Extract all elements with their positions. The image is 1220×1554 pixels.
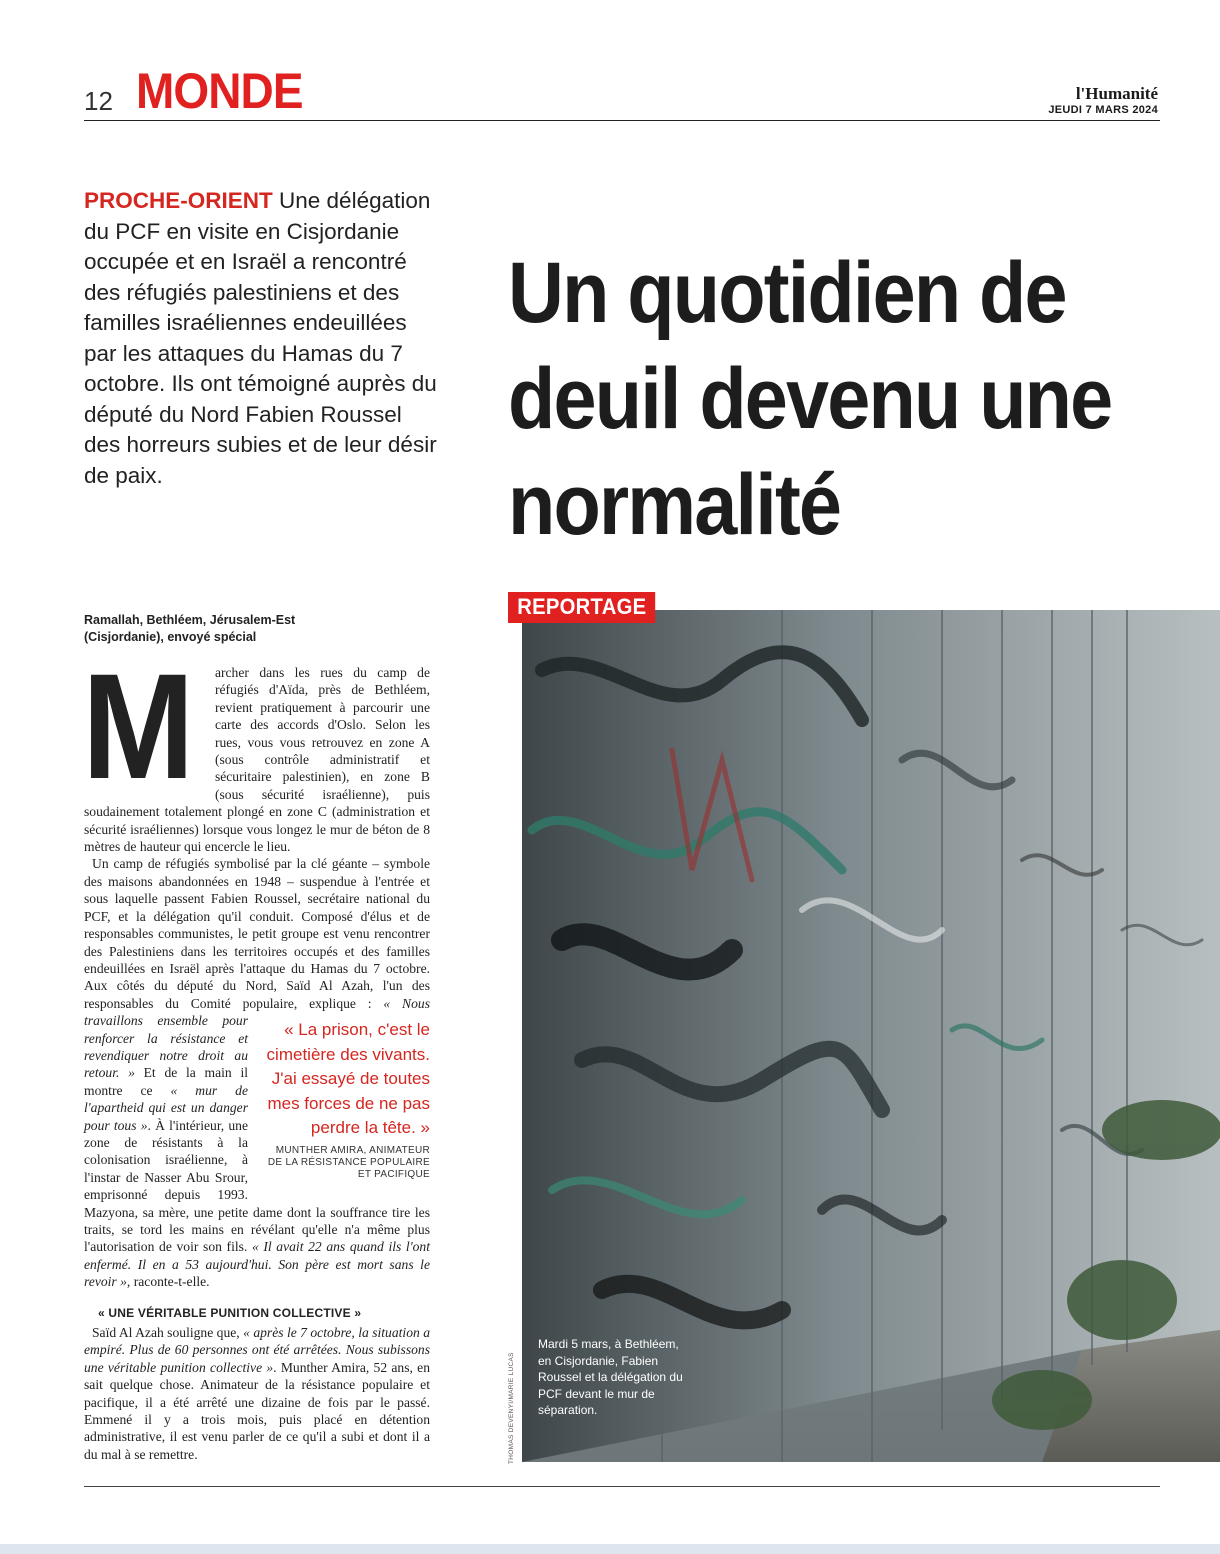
publication-logo: l'Humanité — [1075, 84, 1158, 103]
masthead — [1048, 84, 1158, 116]
p2-text-d: , raconte-t-elle. — [126, 1274, 210, 1290]
paragraph-2 — [84, 855, 430, 1290]
photo-credit: THOMAS DEVENYI/MARIE LUCAS — [508, 1352, 515, 1464]
p3-quote-1: « après le 7 octobre, la situation a empiré. Plus de 60 personnes ont été arrêtées. Nous subissons une véritable punition collective » — [84, 1325, 430, 1375]
pull-quote-attribution: MUNTHER AMIRA, ANIMATEUR DE LA RÉSISTANCE POPULAIRE ET PACIFIQUE — [267, 1144, 430, 1180]
p2-quote-2: « mur de l'apartheid qui est un danger pour tous » — [84, 1082, 248, 1133]
p2-text-c: . À l'intérieur, une zone de résistants à la colonisation israélienne, à l'instar de Nasser Abu Srour, emprisonné depuis 1993. Mazyona, sa mère, une petite dame dont la souffrance tire les traits, se tord les mains en révélant qu'elle n'a même plus l'autorisation de voir son fils. — [84, 1117, 430, 1255]
paragraph-3 — [84, 1324, 430, 1463]
p3-text-b: . Munther Amira, 52 ans, en sait quelque chose. Animateur de la résistance populaire et pacifique, il a été arrêté une dizaine de fois par le passé. Emmené il y a trois mois, puis placé en détention administrative, il est venu parler de ce qu'il a subi et dont il a du mal à se remettre. — [84, 1359, 430, 1462]
dateline-role: (Cisjordanie), envoyé spécial — [84, 630, 257, 644]
p3-text-a: Saïd Al Azah souligne que, — [92, 1325, 244, 1341]
reportage-badge: REPORTAGE — [508, 592, 656, 623]
p2-quote-1: « Nous travaillons ensemble pour renforcer la résistance et revendiquer notre droit au retour. » — [84, 995, 430, 1081]
drop-cap: M — [82, 642, 195, 810]
standfirst-text: Une délégation du PCF en visite en Cisjordanie occupée et en Israël a rencontré des réfugiés palestiniens et des familles israéliennes endeuillées par les attaques du Hamas du 7 octobre. Ils ont témoigné auprès du député du Nord Fabien Roussel des horreurs subies et de leur désir de paix. — [84, 188, 437, 488]
p2-text-b: Et de la main il montre ce — [84, 1065, 248, 1098]
pull-quote-text: « La prison, c'est le cimetière des vivants. J'ai essayé de toutes mes forces de ne pas perdre la tête. » — [266, 1020, 430, 1138]
paragraph-1-text: archer dans les rues du camp de réfugiés d'Aïda, près de Bethléem, revient pratiquement à parcourir une carte des accords d'Oslo. Selon les rues, vous vous retrouvez en zone A (sous contrôle administratif et sécuritaire palestinien), en zone B (sous sécurité israélienne), puis soudainement totalement plongé en zone C (administration et sécurité israéliennes) lorsque vous longez le mur de béton de 8 mètres de hauteur qui encercle le lieu. — [84, 665, 430, 855]
issue-date: JEUDI 7 MARS 2024 — [1048, 104, 1158, 116]
standfirst-kicker: PROCHE-ORIENT — [84, 188, 273, 213]
headline: Un quotidien de deuil devenu une normalité — [508, 245, 1112, 553]
article-body — [82, 642, 430, 1463]
dateline-places: Ramallah, Bethléem, Jérusalem-Est — [84, 613, 296, 627]
photo-separation-wall — [522, 610, 1220, 1462]
viewer-bottom-band — [0, 1544, 1220, 1554]
photo-caption: Mardi 5 mars, à Bethléem, en Cisjordanie, Fabien Roussel et la délégation du PCF devant le mur de séparation. — [538, 1337, 683, 1417]
footer-rule — [84, 1486, 1160, 1487]
dateline — [84, 612, 344, 646]
section-title: MONDE — [136, 63, 303, 119]
page-number: 12 — [84, 86, 113, 116]
p2-quote-3: « Il avait 22 ans quand ils l'ont enfermé. Il en a 53 aujourd'hui. Son père est mort sans le revoir » — [84, 1239, 430, 1290]
paragraph-1 — [82, 642, 430, 855]
pull-quote — [260, 1018, 430, 1181]
wall-graffiti-illustration — [522, 610, 1220, 1462]
standfirst — [84, 186, 444, 491]
subheading: « UNE VÉRITABLE PUNITION COLLECTIVE » — [98, 1305, 362, 1320]
header-rule — [84, 120, 1160, 121]
p2-text-a: Un camp de réfugiés symbolisé par la clé géante – symbole des maisons abandonnées en 1948 – suspendue à l'entrée et sous laquelle passent Fabien Roussel, secrétaire national du PCF, et la délégation qu'il conduit. Composé d'élus et de responsables communistes, le petit groupe est venu rencontrer des Palestiniens dans les territoires occupés et des familles endeuillées en Israël après l'attaque du Hamas du 7 octobre. Aux côtés du député du Nord, Saïd Al Azah, l'un des responsables du Comité populaire, explique : — [84, 856, 430, 1011]
